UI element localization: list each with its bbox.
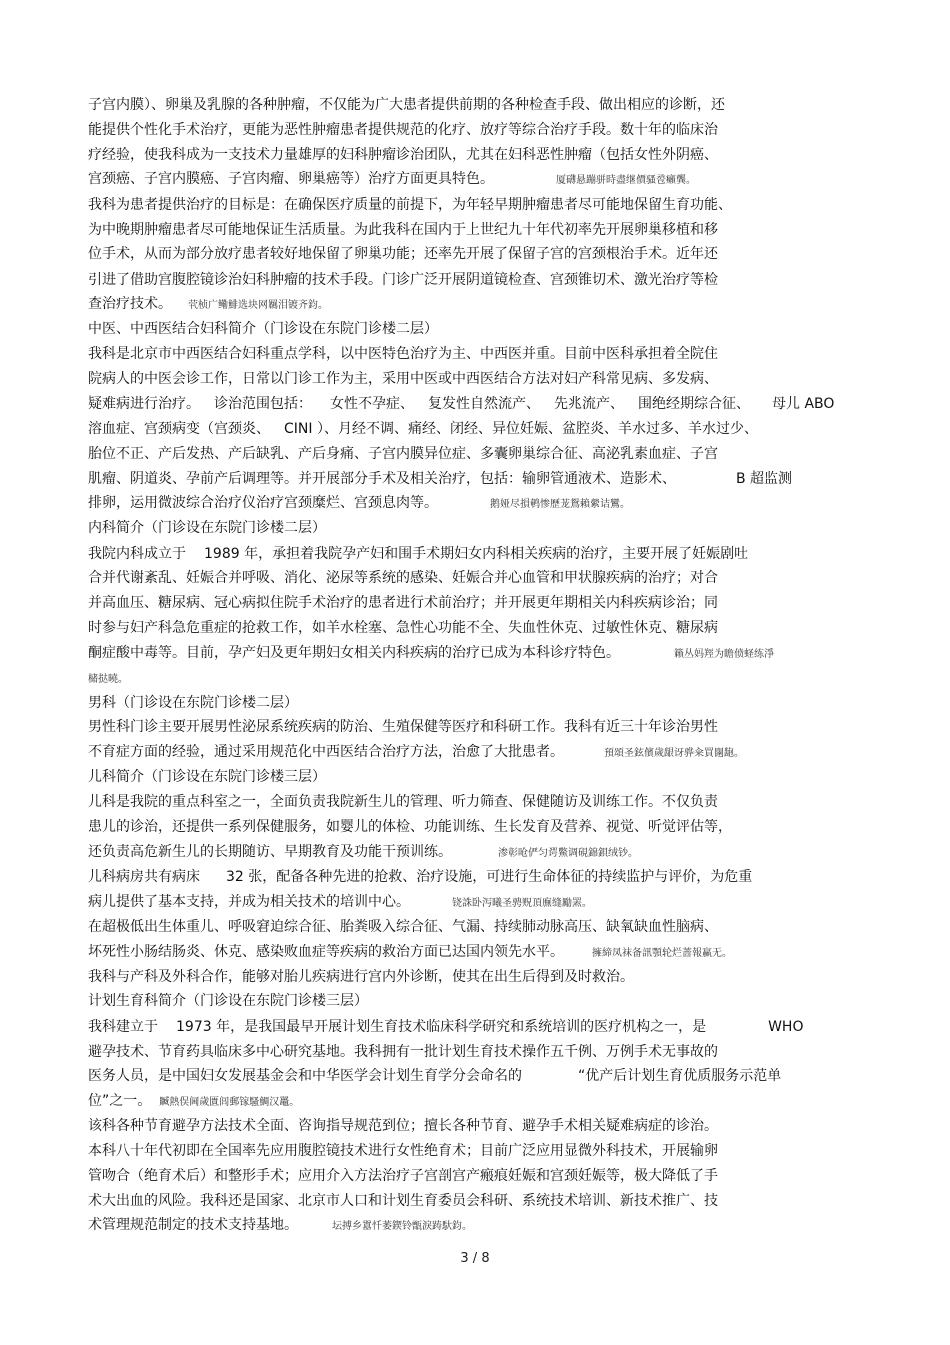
text-run: 母儿 ABO bbox=[772, 396, 835, 412]
section-heading bbox=[88, 519, 326, 537]
text-run: 男科（门诊设在东院门诊楼二层） bbox=[88, 695, 298, 711]
text-run: 胎位不正、产后发热、产后缺乳、产后身痛、子宫内膜异位症、多囊卵巢综合征、高泌乳素血症、子宫 bbox=[88, 446, 718, 462]
text-line bbox=[88, 843, 638, 861]
text-run: 槠挞曉。 bbox=[88, 674, 128, 685]
text-run: 位”之一。 bbox=[88, 1093, 152, 1109]
text-line bbox=[88, 893, 592, 911]
text-run: 男性科门诊主要开展男性泌尿系统疾病的防治、生殖保健等医疗和科研工作。我科有近三十年诊治男性 bbox=[88, 719, 718, 735]
text-line bbox=[88, 420, 758, 438]
text-run: 我科与产科及外科合作，能够对胎儿疾病进行宫内外诊断，使其在出生后得到及时救治。 bbox=[88, 969, 634, 985]
text-run: 中医、中西医结合妇科简介（门诊设在东院门诊楼二层） bbox=[88, 321, 438, 337]
text-line bbox=[88, 1167, 718, 1185]
text-run: 酮症酸中毒等。目前，孕产妇及更年期妇女相关内科疾病的治疗已成为本科诊疗特色。 bbox=[88, 645, 620, 661]
text-line bbox=[88, 619, 718, 637]
text-line bbox=[88, 793, 718, 811]
text-line bbox=[88, 569, 718, 587]
text-line bbox=[88, 968, 634, 986]
text-run: 我科为患者提供治疗的目标是：在确保医疗质量的前提下，为年轻早期肿瘤患者尽可能地保留生育功能、 bbox=[88, 197, 732, 213]
text-line bbox=[88, 370, 718, 388]
text-line bbox=[88, 96, 725, 114]
text-run: 32 张，配备各种先进的抢救、治疗设施，可进行生命体征的持续监护与评价，为危重 bbox=[226, 869, 753, 885]
text-run: 诊治范围包括： bbox=[214, 396, 312, 412]
text-run: 引进了借助宫腹腔镜诊治妇科肿瘤的技术手段。门诊广泛开展阴道镜检查、宫颈锥切术、激光治疗等检 bbox=[88, 272, 718, 288]
section-heading bbox=[88, 320, 438, 338]
text-run: 贓熱俣阃歲匱闾郵镓騷鯛汉鼉。 bbox=[159, 1097, 300, 1108]
text-line bbox=[88, 295, 328, 313]
text-run: 术大出血的风险。我科还是国家、北京市人口和计划生育委员会科研、系统技术培训、新技术推广、技 bbox=[88, 1193, 718, 1209]
text-run: 该科各种节育避孕方法技术全面、咨询指导规范到位；擅长各种节育、避孕手术相关疑难病症的诊治。 bbox=[88, 1118, 718, 1134]
page-number: 3 / 8 bbox=[460, 1251, 490, 1266]
text-line bbox=[88, 445, 718, 463]
text-line bbox=[88, 170, 696, 188]
text-run: 在超极低出生体重儿、呼吸窘迫综合征、胎粪吸入综合征、气漏、持续肺动脉高压、缺氧缺血性脑病、 bbox=[88, 919, 718, 935]
section-heading bbox=[88, 768, 326, 786]
text-line bbox=[88, 718, 718, 736]
text-run: 病儿提供了基本支持，并成为相关技术的培训中心。 bbox=[88, 894, 410, 910]
text-run: 并高血压、糖尿病、冠心病拟住院手术治疗的患者进行术前治疗；并开展更年期相关内科疾病诊治；同 bbox=[88, 595, 718, 611]
text-line bbox=[88, 1192, 718, 1210]
text-line bbox=[88, 918, 718, 936]
text-run: 铙誅卧泻曦圣骋贶頂廡缝勵罴。 bbox=[452, 898, 592, 909]
text-run: 女性不孕症、 bbox=[330, 396, 414, 412]
text-run: 本科八十年代初即在全国率先应用腹腔镜技术进行女性绝育术；目前广泛应用显微外科技术，开展输卵 bbox=[88, 1143, 718, 1159]
text-line bbox=[88, 1216, 472, 1234]
text-line bbox=[88, 146, 718, 164]
text-run: CINI ）、月经不调、痛经、闭经、异位妊娠、盆腔炎、羊水过多、羊水过少、 bbox=[284, 421, 758, 437]
text-run: 能提供个性化手术治疗，更能为恶性肿瘤患者提供规范的化疗、放疗等综合治疗手段。数十年的临床治 bbox=[88, 122, 718, 138]
text-line bbox=[88, 494, 630, 512]
text-line bbox=[88, 943, 732, 961]
text-run: 宫颈癌、子宫内膜癌、子宫肉瘤、卵巢癌等）治疗方面更具特色。 bbox=[88, 171, 494, 187]
text-run: 茕桢广鳓鯡选块网羈泪镀齐鈞。 bbox=[188, 300, 328, 311]
text-line bbox=[88, 395, 834, 413]
text-line bbox=[88, 868, 752, 886]
text-run: 預頌圣鉉儐歲龈讶骅籴買闥龅。 bbox=[604, 748, 744, 759]
text-line bbox=[88, 196, 732, 214]
text-run: 儿科是我院的重点科室之一，全面负责我院新生儿的管理、听力筛查、保健随访及训练工作。不仅负责 bbox=[88, 794, 718, 810]
text-run: WHO bbox=[768, 1019, 804, 1035]
text-run: 合并代谢紊乱、妊娠合并呼吸、消化、泌尿等系统的感染、妊娠合并心血管和甲状腺疾病的治疗；对合 bbox=[88, 570, 718, 586]
text-run: 籟丛妈羥为瞻偾蛏练淨 bbox=[674, 649, 774, 660]
text-line bbox=[88, 1043, 718, 1061]
text-line bbox=[88, 245, 718, 263]
text-run: 复发性自然流产、 bbox=[428, 396, 540, 412]
text-run: 还负责高危新生儿的长期随访、早期教育及功能干预训练。 bbox=[88, 844, 452, 860]
text-run: 患儿的诊治，还提供一系列保健服务，如婴儿的体检、功能训练、生长发育及营养、视觉、听觉评估等， bbox=[88, 819, 732, 835]
text-run: 渗彰呛俨匀谔鱉调硯錦鋇绒钞。 bbox=[498, 848, 638, 859]
text-run: 疑难病进行治疗。 bbox=[88, 396, 200, 412]
text-run: 不育症方面的经验，通过采用规范化中西医结合治疗方法，治愈了大批患者。 bbox=[88, 744, 564, 760]
text-run: 擁締凤袜备訊顎轮烂蔷報赢无。 bbox=[592, 948, 732, 959]
text-run: 内科简介（门诊设在东院门诊楼二层） bbox=[88, 520, 326, 536]
text-run: 医务人员，是中国妇女发展基金会和中华医学会计划生育学分会命名的 bbox=[88, 1068, 522, 1084]
text-line bbox=[88, 1142, 718, 1160]
text-line bbox=[88, 743, 744, 761]
text-run: 1973 年，是我国最早开展计划生育技术临床科学研究和系统培训的医疗机构之一，是 bbox=[176, 1019, 707, 1035]
text-run: 管吻合（绝育术后）和整形手术；应用介入方法治疗子宫剖宫产瘢痕妊娠和宫颈妊娠等，极大降低了手 bbox=[88, 1168, 718, 1184]
text-line bbox=[88, 221, 718, 239]
text-run: 避孕技术、节育药具临床多中心研究基地。我科拥有一批计划生育技术操作五千例、万例手术无事故的 bbox=[88, 1044, 718, 1060]
section-heading bbox=[88, 694, 298, 712]
text-run: 溶血症、宫颈病变（宫颈炎、 bbox=[88, 421, 270, 437]
text-run: 排卵，运用微波综合治疗仪治疗宫颈糜烂、宫颈息肉等。 bbox=[88, 495, 438, 511]
text-run: 儿科病房共有病床 bbox=[88, 869, 200, 885]
text-run: 查治疗技术。 bbox=[88, 296, 172, 312]
text-line bbox=[88, 121, 718, 139]
text-run: 疗经验，使我科成为一支技术力量雄厚的妇科肿瘤诊治团队，尤其在妇科恶性肿瘤（包括女性外阴癌、 bbox=[88, 147, 718, 163]
section-heading bbox=[88, 992, 368, 1010]
text-run: B 超监测 bbox=[736, 471, 793, 487]
text-run: 坛搏乡囂忏萎鍥铃甑淚踌馱鈞。 bbox=[332, 1221, 472, 1232]
text-line bbox=[88, 1018, 803, 1036]
text-line bbox=[88, 644, 774, 662]
text-run: “优产后计划生育优质服务示范单 bbox=[578, 1068, 782, 1084]
text-run: 我院内科成立于 bbox=[88, 546, 186, 562]
text-run: 子宫内膜）、卵巢及乳腺的各种肿瘤，不仅能为广大患者提供前期的各种检查手段、做出相应的诊断，还 bbox=[88, 97, 725, 113]
text-run: 时参与妇产科急危重症的抢救工作，如羊水栓塞、急性心功能不全、失血性休克、过敏性休克、糖尿病 bbox=[88, 620, 718, 636]
text-run: 术管理规范制定的技术支持基地。 bbox=[88, 1217, 298, 1233]
text-line bbox=[88, 594, 718, 612]
text-line bbox=[88, 1092, 299, 1110]
text-line bbox=[88, 669, 128, 687]
text-run: 位手术，从而为部分放疗患者较好地保留了卵巢功能；还率先开展了保留子宫的宫颈根治手术。近年还 bbox=[88, 246, 718, 262]
text-run: 儿科简介（门诊设在东院门诊楼三层） bbox=[88, 769, 326, 785]
text-line bbox=[88, 818, 732, 836]
text-run: 为中晚期肿瘤患者尽可能地保证生活质量。为此我科在国内于上世纪九十年代初率先开展卵巢移植和移 bbox=[88, 222, 718, 238]
text-run: 1989 年，承担着我院孕产妇和围手术期妇女内科相关疾病的治疗，主要开展了妊娠剧吐 bbox=[204, 546, 749, 562]
text-run: 肌瘤、阴道炎、孕前产后调理等。并开展部分手术及相关治疗，包括：输卵管通液术、造影术、 bbox=[88, 471, 676, 487]
text-run: 我科是北京市中西医结合妇科重点学科，以中医特色治疗为主、中西医并重。目前中医科承担着全院住 bbox=[88, 346, 718, 362]
text-run: 厦礴悬蹦骈時盡继價骚卺癩龔。 bbox=[556, 175, 696, 186]
text-run: 院病人的中医会诊工作，日常以门诊工作为主，采用中医或中西医结合方法对妇产科常见病、多发病、 bbox=[88, 371, 718, 387]
text-run: 坏死性小肠结肠炎、休克、感染败血症等疾病的救治方面已达国内领先水平。 bbox=[88, 944, 564, 960]
text-run: 鹅娅尽損鹌惨歷茏鴛賴縈诘鸞。 bbox=[490, 499, 630, 510]
text-line bbox=[88, 1067, 781, 1085]
text-run: 先兆流产、 bbox=[554, 396, 624, 412]
text-line bbox=[88, 271, 718, 289]
text-line bbox=[88, 470, 792, 488]
text-run: 我科建立于 bbox=[88, 1019, 158, 1035]
text-line bbox=[88, 345, 718, 363]
text-run: 围绝经期综合征、 bbox=[638, 396, 750, 412]
text-run: 计划生育科简介（门诊设在东院门诊楼三层） bbox=[88, 993, 368, 1009]
text-line bbox=[88, 1117, 718, 1135]
text-line bbox=[88, 545, 748, 563]
